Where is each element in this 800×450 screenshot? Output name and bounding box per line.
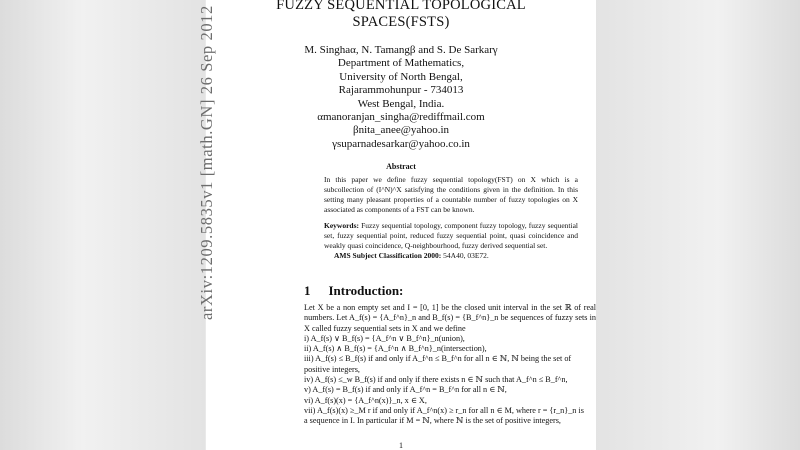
body-line: a sequence in I. In particular if M = ℕ, where ℕ is the set of positive integers, <box>304 416 561 426</box>
email-line: βnita_anee@yahoo.in <box>352 124 450 137</box>
affiliation-line: Department of Mathematics, <box>337 57 465 70</box>
body-line: positive integers, <box>304 364 360 374</box>
ams-classification <box>324 251 578 261</box>
body-line: v) A_f(s) = B_f(s) if and only if A_f^n = B_f^n for all n ∈ ℕ, <box>304 385 507 395</box>
body-paragraph: Let X be a non empty set and I = [0, 1] be the closed unit interval in the set ℝ of real numbers. Let A_f(s) = {A_f^n}_n and B_f(s) = {B_f^n}_n be sequences of fuzzy sets in X called fuzzy sequential sets in X and we define <box>304 303 596 333</box>
body-line: iv) A_f(s) ≤_w B_f(s) if and only if there exists n ∈ ℕ such that A_f^n ≤ B_f^n, <box>304 375 568 385</box>
affiliation-line: Rajarammohunpur - 734013 <box>338 84 464 97</box>
abstract-heading: Abstract <box>386 162 416 171</box>
backdrop-right <box>595 0 800 450</box>
body-line: vii) A_f(s)(x) ≥_M r if and only if A_f^n(x) ≥ r_n for all n ∈ M, where r = {r_n}_n is <box>304 405 584 415</box>
keywords-label: Keywords: <box>324 221 359 230</box>
backdrop-left <box>0 0 205 450</box>
abstract-text: In this paper we define fuzzy sequential topology(FST) on X which is a subcollection of (I^N)^X satisfying the conditions given in the definition. In this setting many pleasant properties of a countable number of fuzzy topologies on X associated as components of a FST can be known. <box>324 175 578 214</box>
ams-label: AMS Subject Classification 2000: <box>334 251 442 260</box>
paper-page <box>206 0 596 450</box>
section-title: Introduction: <box>328 283 404 298</box>
paper-title <box>206 0 596 31</box>
email-line: αmanoranjan_singha@rediffmail.com <box>317 111 485 124</box>
author-names: M. Singhaα, N. Tamangβ and S. De Sarkarγ <box>304 44 498 56</box>
title-line: FUZZY SEQUENTIAL TOPOLOGICAL <box>276 0 526 13</box>
keywords <box>324 221 578 251</box>
body-line: iii) A_f(s) ≤ B_f(s) if and only if A_f^n ≤ B_f^n for all n ∈ ℕ, ℕ being the set of <box>304 354 572 364</box>
keywords-text: Fuzzy sequential topology, component fuzzy topology, fuzzy sequential set, fuzzy sequential point, reduced fuzzy sequential point, quasi coincidence and weakly quasi coincidence, Q-neighbourhood, fuzzy derived sequential set. <box>324 221 578 250</box>
email-line: γsuparnadesarkar@yahoo.co.in <box>332 137 470 150</box>
body-line: i) A_f(s) ∨ B_f(s) = {A_f^n ∨ B_f^n}_n(union), <box>304 333 465 343</box>
section-heading <box>304 283 403 299</box>
title-line: SPACES(FSTS) <box>352 14 450 30</box>
section-number: 1 <box>304 283 311 298</box>
affiliation-line: West Bengal, India. <box>357 97 445 110</box>
body-line: ii) A_f(s) ∧ B_f(s) = {A_f^n ∧ B_f^n}_n(intersection), <box>304 344 487 354</box>
body-line: vi) A_f(s)(x) = {A_f^n(x)}_n, x ∈ X, <box>304 395 427 405</box>
arxiv-stamp: arXiv:1209.5835v1 [math.GN] 26 Sep 2012 <box>197 5 216 320</box>
body-text <box>304 303 596 427</box>
ams-codes: 54A40, 03E72. <box>443 251 489 260</box>
affiliation-line: University of North Bengal, <box>339 70 463 83</box>
abstract-block <box>324 175 578 261</box>
page-number: 1 <box>399 441 403 450</box>
author-block <box>206 44 596 151</box>
